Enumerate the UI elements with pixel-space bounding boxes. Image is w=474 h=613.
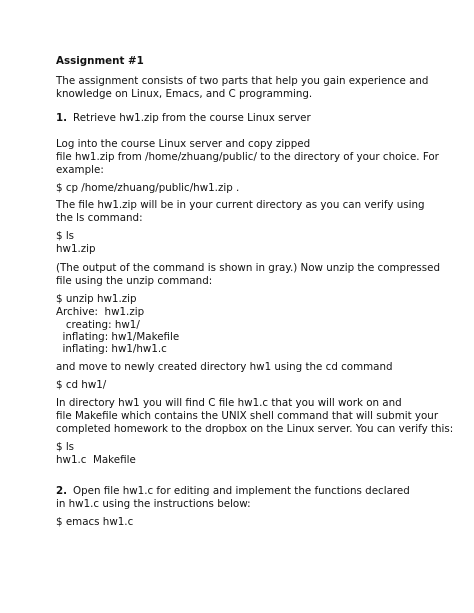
part2-number: 2.: [56, 485, 68, 497]
part1-p1-line-2: file hw1.zip from /home/zhuang/public/ to the directory of your choice. For: [56, 151, 439, 163]
unzip-cmd: $ unzip hw1.zip: [56, 293, 137, 305]
part1-p5-line-3: completed homework to the dropbox on the Linux server. You can verify this:: [56, 423, 454, 435]
intro-line-2: knowledge on Linux, Emacs, and C programming.: [56, 88, 313, 100]
ls2-cmd: $ ls: [56, 441, 75, 453]
cmd-cd: $ cd hw1/: [56, 379, 107, 391]
part1-p3-line-1: (The output of the command is shown in gray.) Now unzip the compressed: [56, 262, 441, 274]
ls1-cmd: $ ls: [56, 230, 75, 242]
part1-p2-line-1: The file hw1.zip will be in your current directory as you can verify using: [56, 199, 425, 211]
part1-p5-line-1: In directory hw1 you will find C file hw1.c that you will work on and: [56, 397, 402, 409]
part1-p2-line-2: the ls command:: [56, 212, 143, 224]
part1-p3-line-2: file using the unzip command:: [56, 275, 213, 287]
cmd-cp: $ cp /home/zhuang/public/hw1.zip .: [56, 182, 240, 194]
part1-p1-line-3: example:: [56, 164, 104, 176]
part1-p5-line-2: file Makefile which contains the UNIX shell command that will submit your: [56, 410, 439, 422]
ls1-output: hw1.zip: [56, 243, 96, 255]
unzip-inflating-makefile: inflating: hw1/Makefile: [56, 331, 180, 343]
part1-number: 1.: [56, 112, 68, 124]
part1-heading: [56, 112, 311, 124]
part1-heading-text: Retrieve hw1.zip from the course Linux server: [73, 112, 311, 124]
cmd-emacs: $ emacs hw1.c: [56, 516, 134, 528]
intro-line-1: The assignment consists of two parts that help you gain experience and: [56, 75, 429, 87]
part2-heading-line-2: in hw1.c using the instructions below:: [56, 498, 251, 510]
doc-title: Assignment #1: [56, 55, 144, 67]
part1-p1-line-1: Log into the course Linux server and copy zipped: [56, 138, 311, 150]
part1-p4: and move to newly created directory hw1 using the cd command: [56, 361, 393, 373]
unzip-inflating-hw1c: inflating: hw1/hw1.c: [56, 343, 167, 355]
part2-heading-line-1: [56, 485, 410, 497]
unzip-creating: creating: hw1/: [56, 319, 140, 331]
ls2-output: hw1.c Makefile: [56, 454, 136, 466]
part2-heading-text-1: Open file hw1.c for editing and implement the functions declared: [73, 485, 410, 497]
unzip-archive: Archive: hw1.zip: [56, 306, 145, 318]
